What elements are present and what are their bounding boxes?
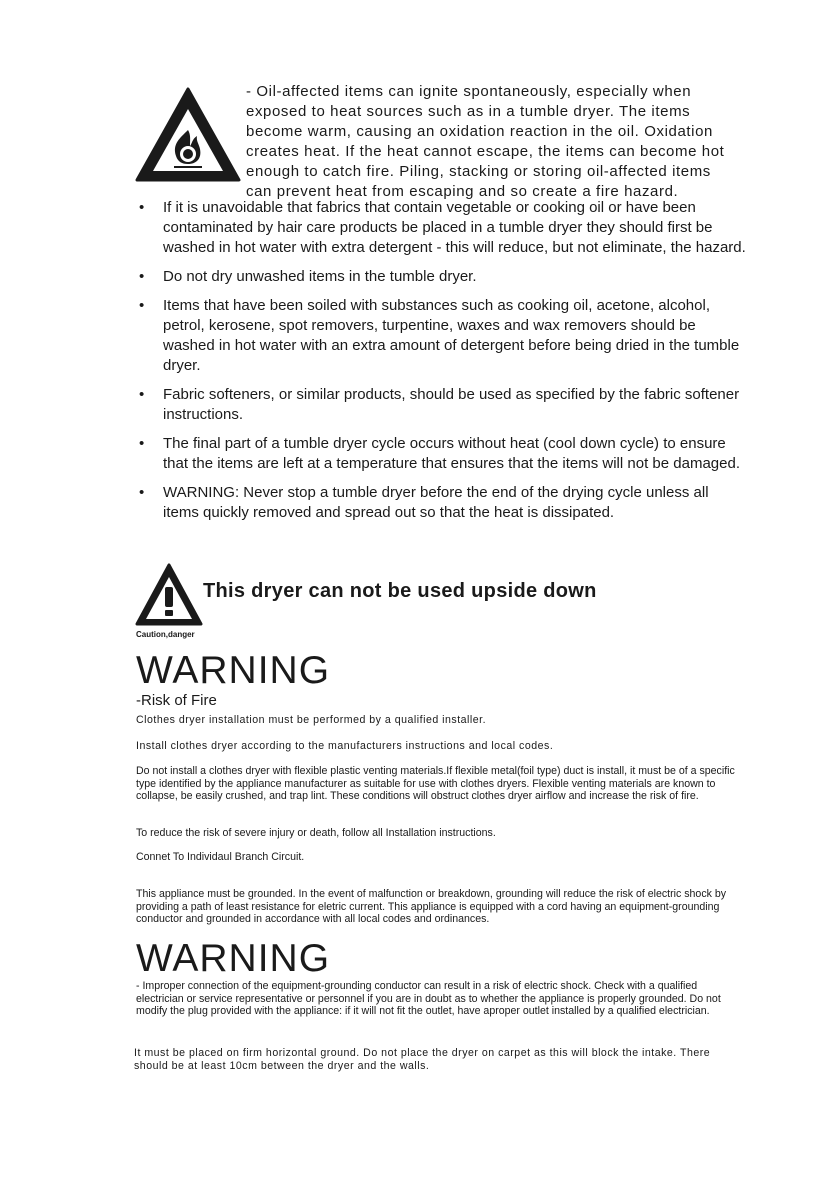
injury-paragraph: To reduce the risk of severe injury or death, follow all Installation instructions. [136, 827, 496, 839]
grounding-connection-paragraph: - Improper connection of the equipment-grounding conductor can result in a risk of electric shock. Check with a qualified electrician or service representative or personnel if you are in doubt as to whether the appliance is properly grounded. Do not modify the plug provided with the appliance: if it will not fit the outlet, have aproper outlet installed by a qualified electrician. [136, 980, 721, 1018]
bullet-item [136, 267, 746, 287]
fire-warning-title: WARNING [136, 649, 331, 692]
oil-warning-line: - Oil-affected items can ignite spontaneously, especially when [246, 83, 692, 100]
bullet-text: WARNING: Never stop a tumble dryer before the end of the drying cycle unless all items quickly removed and spread out so that the heat is dissipated. [163, 484, 709, 521]
caution-label: Caution,danger [136, 630, 195, 639]
grounding-paragraph: This appliance must be grounded. In the event of malfunction or breakdown, grounding will reduce the risk of electric shock by providing a path of least resistance for eletric current. This appliance is equipped with a cord having an equipment-grounding conductor and grounded in accordance with all local codes and ordinances. [136, 888, 727, 926]
safety-bullet-list [136, 198, 746, 532]
bullet-marker: • [139, 435, 145, 452]
oil-warning-text [246, 82, 766, 202]
upside-down-heading: This dryer can not be used upside down [203, 580, 597, 602]
oil-warning-line: can prevent heat from escaping and so create a fire hazard. [246, 183, 679, 200]
bullet-item [136, 434, 746, 474]
bullet-marker: • [139, 268, 145, 285]
oil-warning-line: become warm, causing an oxidation reaction in the oil. Oxidation [246, 123, 713, 140]
venting-paragraph: Do not install a clothes dryer with flexible plastic venting materials.If flexible metal(foil type) duct is install, it must be of a specific type identified by the appliance manufacturer as suitable for use with clothes dryers. Flexible venting materials are known to collapse, be easily crushed, and trap lint. These conditions will obstruct clothes dryer airflow and increase the risk of fire. [136, 765, 735, 803]
bullet-marker: • [139, 386, 145, 403]
branch-circuit-paragraph: Connet To Individaul Branch Circuit. [136, 851, 305, 863]
placement-paragraph: It must be placed on firm horizontal ground. Do not place the dryer on carpet as this will block the intake. There should be at least 10cm between the dryer and the walls. [134, 1047, 711, 1072]
bullet-item [136, 483, 746, 523]
ground-warning-title: WARNING [136, 937, 331, 980]
bullet-text: The final part of a tumble dryer cycle occurs without heat (cool down cycle) to ensure that the items are left at a temperature that ensures that the items will not be damaged. [163, 435, 740, 472]
oil-warning-line: exposed to heat sources such as in a tumble dryer. The items [246, 103, 691, 120]
fire-hazard-icon [134, 86, 242, 184]
bullet-marker: • [139, 297, 145, 314]
bullet-item [136, 296, 746, 376]
bullet-text: Fabric softeners, or similar products, should be used as specified by the fabric softener instructions. [163, 386, 740, 423]
bullet-item [136, 198, 746, 258]
bullet-text: If it is unavoidable that fabrics that contain vegetable or cooking oil or have been contaminated by hair care products be placed in a tumble dryer they should first be washed in hot water with extra detergent - this will reduce, but not eliminate, the hazard. [163, 199, 746, 256]
bullet-text: Items that have been soiled with substances such as cooking oil, acetone, alcohol, petrol, kerosene, spot removers, turpentine, waxes and wax removers should be washed in hot water with an extra amount of detergent before being dried in the tumble dryer. [163, 297, 740, 374]
install-codes-paragraph: Install clothes dryer according to the manufacturers instructions and local codes. [136, 740, 554, 752]
fire-warning-subtitle: -Risk of Fire [136, 692, 217, 709]
installer-paragraph: Clothes dryer installation must be performed by a qualified installer. [136, 714, 487, 726]
bullet-marker: • [139, 199, 145, 216]
oil-warning-line: creates heat. If the heat cannot escape, the items can become hot [246, 143, 725, 160]
exclamation-warning-icon [134, 562, 204, 628]
bullet-item [136, 385, 746, 425]
oil-warning-line: enough to catch fire. Piling, stacking or storing oil-affected items [246, 163, 711, 180]
bullet-text: Do not dry unwashed items in the tumble dryer. [163, 268, 477, 285]
bullet-marker: • [139, 484, 145, 501]
